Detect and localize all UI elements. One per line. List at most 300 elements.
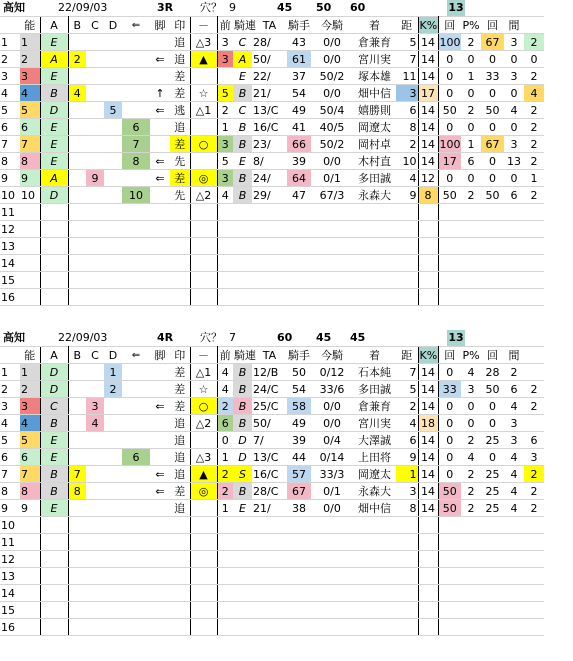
prev-cell — [233, 255, 252, 272]
jockey-rate-cell — [252, 204, 287, 221]
column-header-distance: K% — [419, 348, 438, 362]
table-row — [0, 34, 544, 51]
count2-cell — [504, 568, 524, 585]
column-header-dash: 前 — [217, 17, 233, 34]
mark-cell — [190, 255, 217, 272]
count2-cell: 4 — [504, 449, 524, 466]
column-header-count: P% — [462, 348, 480, 362]
finish-cell: 9 — [396, 449, 418, 466]
rank-c-cell — [104, 398, 122, 415]
arrow-cell — [150, 551, 170, 568]
count-cell: 2 — [461, 483, 481, 500]
rank-b-cell — [86, 272, 104, 289]
interval-cell — [524, 289, 544, 306]
arrow-cell — [150, 272, 170, 289]
rank-b-cell — [86, 204, 104, 221]
dash-cell — [217, 68, 233, 85]
waku-cell: 5 — [20, 432, 40, 449]
finish-cell: 5 — [396, 34, 418, 51]
p-percent-cell: 50 — [481, 187, 504, 204]
row-number: 5 — [0, 432, 20, 449]
finish-cell: 3 — [396, 483, 418, 500]
k-percent-cell: 0 — [438, 119, 461, 136]
jockey-stat-cell — [311, 272, 353, 289]
jockey-rate-cell — [252, 289, 287, 306]
count2-cell: 4 — [504, 398, 524, 415]
k-percent-cell: 100 — [439, 137, 461, 151]
column-header-current-jockey: 着 — [353, 347, 396, 364]
k-percent-cell: 0 — [438, 364, 461, 381]
rank-b-cell — [86, 585, 104, 602]
waku-cell — [20, 534, 40, 551]
distance-cell — [418, 238, 438, 255]
mark-cell: △3 — [190, 449, 217, 466]
table-row — [0, 289, 544, 306]
interval-cell — [524, 364, 544, 381]
jockey-rate-cell: 29/ — [252, 187, 287, 204]
rank-b-cell: 3 — [86, 398, 104, 415]
header-value-1: 45 — [277, 1, 293, 14]
run-style-cell: 追 — [170, 466, 190, 483]
rank-d-cell — [122, 398, 150, 415]
jockey-stat-cell: 0/0 — [311, 500, 353, 517]
count2-cell: 3 — [504, 68, 524, 85]
ta-cell: 50 — [287, 364, 311, 381]
prev-cell — [233, 221, 252, 238]
dash-cell: 1 — [217, 119, 233, 136]
rank-a-cell — [68, 500, 86, 517]
k-percent-cell — [438, 255, 461, 272]
p-percent-cell: 28 — [481, 364, 504, 381]
distance-cell — [418, 289, 438, 306]
column-header-waku: 能 — [20, 347, 40, 364]
table-row — [0, 136, 544, 153]
jockey-rate-cell: 50/ — [252, 415, 287, 432]
prev-cell — [233, 272, 252, 289]
dash-cell: 2 — [217, 102, 233, 119]
current-jockey-cell: 永森大 — [353, 187, 396, 204]
distance-cell: 14 — [418, 398, 438, 415]
count2-cell: 4 — [504, 500, 524, 517]
ability-cell: A — [40, 170, 68, 187]
ana-label: 穴？ — [200, 1, 222, 14]
count-cell: 4 — [461, 364, 481, 381]
dash-cell: 2 — [217, 466, 233, 483]
row-number: 1 — [0, 34, 20, 51]
rank-a-cell — [68, 102, 86, 119]
waku-cell — [20, 238, 40, 255]
count2-cell: 6 — [504, 381, 524, 398]
current-jockey-cell — [353, 238, 396, 255]
prev-cell — [233, 238, 252, 255]
k-percent-cell: 0 — [438, 466, 461, 483]
interval-cell — [524, 204, 544, 221]
table-row — [0, 449, 544, 466]
table-row — [0, 398, 544, 415]
rank-c-cell — [104, 272, 122, 289]
arrow-cell: ↑ — [150, 85, 170, 102]
ability-cell: E — [40, 153, 68, 170]
count-cell: 2 — [461, 34, 481, 51]
count2-cell: 3 — [504, 432, 524, 449]
current-jockey-cell: 岡村卓 — [353, 136, 396, 153]
mark-cell: △1 — [190, 364, 217, 381]
table-row — [0, 85, 544, 102]
finish-cell: 6 — [396, 432, 418, 449]
finish-cell — [396, 255, 418, 272]
rank-c-cell — [104, 415, 122, 432]
count-cell: 3 — [461, 381, 481, 398]
column-header-count: P% — [462, 18, 480, 32]
mark-cell: ◎ — [190, 170, 217, 187]
column-header-finish: 距 — [396, 347, 418, 364]
ability-cell: D — [40, 381, 68, 398]
jockey-stat-cell — [311, 238, 353, 255]
arrow-cell — [150, 187, 170, 204]
count-cell — [461, 255, 481, 272]
distance-cell — [418, 602, 438, 619]
table-row — [0, 483, 544, 500]
dash-cell — [217, 272, 233, 289]
waku-cell — [20, 551, 40, 568]
count2-cell: 3 — [504, 136, 524, 153]
current-jockey-cell — [353, 289, 396, 306]
ta-cell: 49 — [287, 102, 311, 119]
prev-cell: B — [233, 85, 252, 102]
rank-b-cell — [86, 449, 104, 466]
rank-d-cell: 7 — [122, 136, 150, 153]
waku-cell — [20, 255, 40, 272]
k-percent-cell — [438, 585, 461, 602]
table-row — [0, 381, 544, 398]
rank-a-cell — [68, 68, 86, 85]
table-row — [0, 102, 544, 119]
prev-cell — [233, 619, 252, 636]
distance-cell — [418, 517, 438, 534]
finish-cell: 2 — [396, 398, 418, 415]
current-jockey-cell: 上田将 — [353, 449, 396, 466]
jockey-rate-cell: 22/ — [252, 68, 287, 85]
mark-cell — [190, 619, 217, 636]
table-row — [0, 415, 544, 432]
arrow-cell — [150, 255, 170, 272]
rank-b-cell — [86, 221, 104, 238]
current-jockey-cell: 倉兼育 — [353, 34, 396, 51]
mark-cell — [190, 68, 217, 85]
row-number: 11 — [0, 204, 20, 221]
finish-cell: 4 — [396, 415, 418, 432]
rank-d-cell — [122, 381, 150, 398]
finish-cell: 9 — [396, 187, 418, 204]
arrow-cell — [150, 585, 170, 602]
rank-a-cell — [68, 238, 86, 255]
mark-cell: ☆ — [190, 85, 217, 102]
count2-cell — [504, 602, 524, 619]
dash-cell: 3 — [217, 136, 233, 153]
rank-c-cell — [104, 432, 122, 449]
rank-a-cell — [68, 432, 86, 449]
arrow-cell — [150, 517, 170, 534]
p-percent-cell — [481, 602, 504, 619]
p-percent-cell — [481, 289, 504, 306]
run-style-cell: 追 — [170, 119, 190, 136]
rank-d-cell — [122, 272, 150, 289]
waku-cell: 8 — [20, 483, 40, 500]
distance-cell: 18 — [418, 415, 438, 432]
ability-cell — [40, 551, 68, 568]
table-row — [0, 187, 544, 204]
column-header-arrow: 脚 — [150, 347, 170, 364]
waku-cell — [20, 517, 40, 534]
ability-cell — [40, 619, 68, 636]
waku-cell: 1 — [20, 364, 40, 381]
p-percent-cell — [481, 534, 504, 551]
waku-cell: 10 — [20, 187, 40, 204]
count2-cell: 3 — [504, 34, 524, 51]
interval-cell — [524, 517, 544, 534]
jockey-rate-cell: 7/ — [252, 432, 287, 449]
rank-a-cell — [68, 119, 86, 136]
arrow-cell: ⇐ — [150, 102, 170, 119]
arrow-cell: ⇐ — [150, 466, 170, 483]
mark-cell — [190, 153, 217, 170]
ta-cell: 44 — [287, 449, 311, 466]
rank-a-cell: 8 — [68, 483, 86, 500]
jockey-stat-cell: 0/0 — [311, 398, 353, 415]
finish-cell: 11 — [396, 68, 418, 85]
jockey-stat-cell: 0/14 — [311, 449, 353, 466]
p-percent-cell: 0 — [481, 51, 504, 68]
interval-cell: 1 — [524, 170, 544, 187]
run-style-cell: 追 — [170, 415, 190, 432]
distance-cell: 14 — [418, 432, 438, 449]
column-header-distance: K% — [419, 18, 438, 32]
rank-b-cell — [86, 483, 104, 500]
k-percent-cell: 0 — [438, 415, 461, 432]
p-percent-cell: 0 — [481, 449, 504, 466]
column-header-prev: 騎連 — [234, 348, 256, 362]
interval-cell: 2 — [524, 381, 544, 398]
row-number: 9 — [0, 170, 20, 187]
rank-d-cell: 10 — [122, 187, 150, 204]
mark-cell — [190, 585, 217, 602]
rank-a-cell — [68, 517, 86, 534]
arrow-cell — [150, 119, 170, 136]
ability-cell — [40, 602, 68, 619]
table-row — [0, 238, 544, 255]
p-percent-cell: 50 — [481, 381, 504, 398]
prev-cell: B — [233, 136, 252, 153]
current-jockey-cell — [353, 551, 396, 568]
jockey-rate-cell: 21/ — [252, 500, 287, 517]
mark-cell — [190, 289, 217, 306]
prev-cell — [233, 585, 252, 602]
k-percent-cell: 50 — [438, 483, 461, 500]
prev-cell: E — [233, 153, 252, 170]
count-cell: 2 — [461, 102, 481, 119]
rank-b-cell — [86, 500, 104, 517]
ability-cell — [40, 238, 68, 255]
rank-b-cell — [86, 619, 104, 636]
distance-cell: 14 — [418, 51, 438, 68]
rank-b-cell — [86, 68, 104, 85]
interval-cell: 2 — [524, 483, 544, 500]
rank-d-cell — [122, 619, 150, 636]
rank-a-cell: 4 — [68, 85, 86, 102]
rank-a-cell — [68, 272, 86, 289]
rank-d-cell — [122, 204, 150, 221]
dash-cell: 5 — [217, 85, 233, 102]
column-header-interval — [524, 17, 544, 34]
count-cell: 0 — [461, 170, 481, 187]
current-jockey-cell — [353, 619, 396, 636]
interval-cell: 2 — [524, 153, 544, 170]
finish-cell — [396, 289, 418, 306]
prev-cell: B — [233, 381, 252, 398]
ability-cell: D — [40, 364, 68, 381]
jockey-stat-cell — [311, 602, 353, 619]
arrow-cell — [150, 415, 170, 432]
current-jockey-cell — [353, 568, 396, 585]
distance-cell — [418, 221, 438, 238]
row-number: 2 — [0, 51, 20, 68]
finish-cell — [396, 568, 418, 585]
arrow-cell — [150, 602, 170, 619]
rank-d-cell — [122, 221, 150, 238]
count2-cell: 4 — [504, 466, 524, 483]
column-header-rank-b: C — [86, 17, 104, 34]
distance-cell — [418, 585, 438, 602]
rank-d-cell — [122, 432, 150, 449]
waku-cell: 5 — [20, 102, 40, 119]
run-style-cell: 追 — [170, 449, 190, 466]
header-value-4: 13 — [448, 331, 464, 344]
finish-cell — [396, 602, 418, 619]
ta-cell — [287, 619, 311, 636]
count-cell: 2 — [461, 500, 481, 517]
jockey-stat-cell: 0/12 — [311, 364, 353, 381]
p-percent-cell — [481, 568, 504, 585]
p-percent-cell — [481, 517, 504, 534]
row-number: 11 — [0, 534, 20, 551]
count-cell: 0 — [461, 415, 481, 432]
count2-cell: 6 — [504, 187, 524, 204]
prev-cell — [233, 289, 252, 306]
run-style-cell — [170, 289, 190, 306]
interval-cell: 3 — [524, 449, 544, 466]
mark-cell: △3 — [190, 34, 217, 51]
rank-d-cell — [122, 364, 150, 381]
rank-c-cell — [104, 238, 122, 255]
count-cell — [461, 534, 481, 551]
header-value-2: 45 — [316, 331, 332, 344]
mark-cell — [190, 221, 217, 238]
arrow-cell — [150, 221, 170, 238]
rank-a-cell — [68, 187, 86, 204]
rank-d-cell — [122, 483, 150, 500]
p-percent-cell: 67 — [481, 136, 504, 153]
count-cell: 2 — [461, 187, 481, 204]
table-row — [0, 534, 544, 551]
count2-cell: 2 — [504, 364, 524, 381]
count2-cell — [504, 272, 524, 289]
rank-d-cell — [122, 500, 150, 517]
distance-cell: 14 — [418, 364, 438, 381]
table-row — [0, 204, 544, 221]
rank-b-cell — [86, 153, 104, 170]
distance-cell — [418, 551, 438, 568]
rank-c-cell — [104, 483, 122, 500]
waku-cell — [20, 204, 40, 221]
count-cell — [461, 289, 481, 306]
count-cell: 4 — [461, 449, 481, 466]
count2-cell — [504, 619, 524, 636]
count2-cell: 4 — [504, 483, 524, 500]
rank-b-cell — [86, 432, 104, 449]
ability-cell — [40, 517, 68, 534]
interval-cell: 2 — [524, 34, 544, 51]
interval-cell: 2 — [524, 119, 544, 136]
count2-cell: 3 — [504, 415, 524, 432]
row-number: 5 — [0, 102, 20, 119]
rank-c-cell — [104, 568, 122, 585]
jockey-stat-cell: 50/2 — [311, 136, 353, 153]
dash-cell: 1 — [217, 500, 233, 517]
distance-cell: 14 — [418, 102, 438, 119]
ability-cell: A — [40, 51, 68, 68]
mark-cell — [190, 119, 217, 136]
current-jockey-cell — [353, 272, 396, 289]
waku-cell — [20, 289, 40, 306]
mark-cell — [190, 534, 217, 551]
p-percent-cell: 0 — [481, 153, 504, 170]
row-number: 13 — [0, 568, 20, 585]
count-cell — [461, 568, 481, 585]
jockey-rate-cell — [252, 534, 287, 551]
rank-d-cell — [122, 34, 150, 51]
table-row — [0, 170, 544, 187]
distance-cell: 12 — [418, 170, 438, 187]
mark-cell — [190, 568, 217, 585]
column-header-mark: － — [190, 17, 217, 34]
rank-d-cell — [122, 415, 150, 432]
count2-cell: 13 — [504, 153, 524, 170]
jockey-stat-cell: 0/0 — [311, 51, 353, 68]
count-cell: 0 — [461, 85, 481, 102]
distance-cell: 17 — [418, 85, 438, 102]
count-cell — [461, 204, 481, 221]
ta-cell — [287, 255, 311, 272]
count-cell: 6 — [461, 153, 481, 170]
column-header-run-style: 印 — [170, 17, 190, 34]
ability-cell: C — [40, 398, 68, 415]
dash-cell — [217, 204, 233, 221]
mark-cell: ◎ — [190, 483, 217, 500]
row-number: 6 — [0, 119, 20, 136]
header-value-4: 13 — [448, 1, 464, 14]
ability-cell: E — [40, 136, 68, 153]
count2-cell — [504, 289, 524, 306]
ability-cell — [40, 272, 68, 289]
arrow-cell — [150, 619, 170, 636]
interval-cell: 2 — [524, 187, 544, 204]
current-jockey-cell — [353, 585, 396, 602]
count-cell — [461, 272, 481, 289]
k-percent-cell: 0 — [438, 170, 461, 187]
mark-cell — [190, 204, 217, 221]
jockey-rate-cell: 23/ — [252, 136, 287, 153]
rank-d-cell: 6 — [122, 119, 150, 136]
